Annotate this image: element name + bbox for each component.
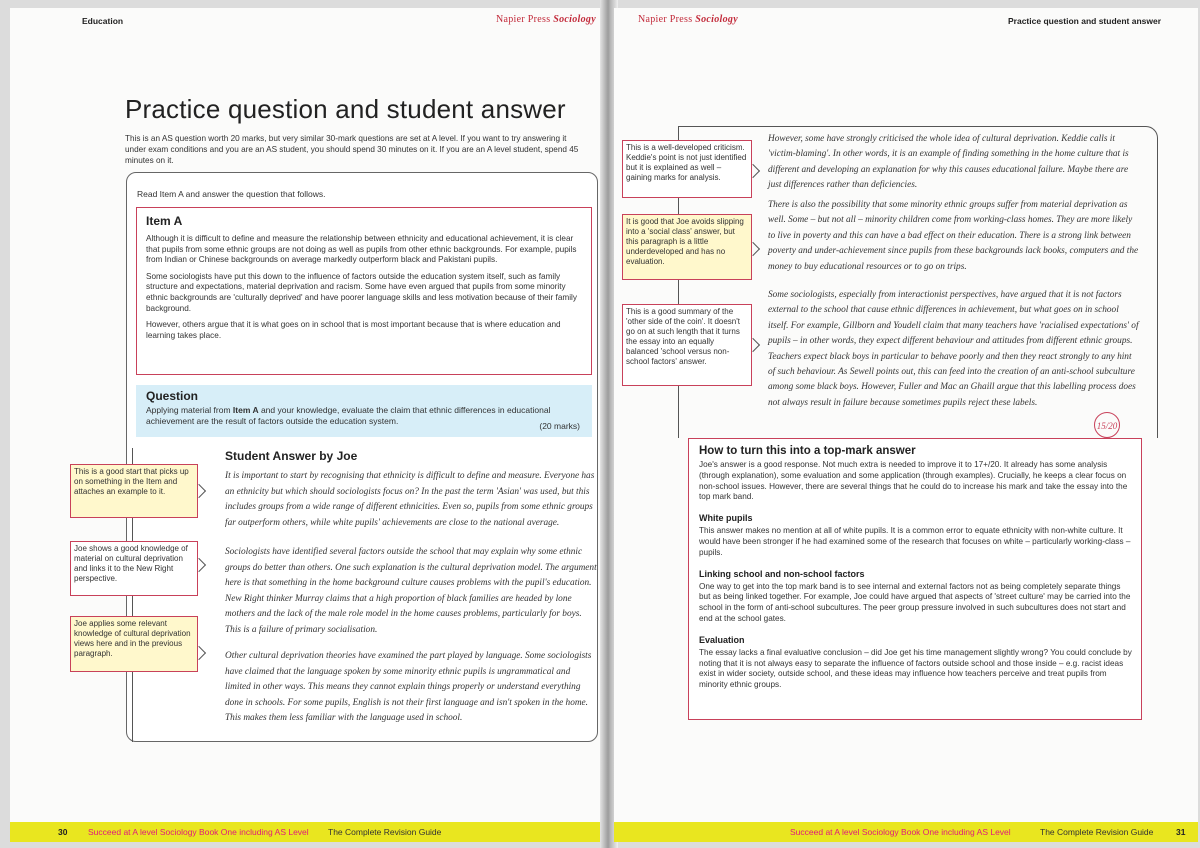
- series-title-right: Succeed at A level Sociology Book One including AS Level: [790, 827, 1011, 837]
- answer-paragraph: Some sociologists, especially from interactionist perspectives, have argued that it is not factors external to the school that cause ethnic differences in achievement, but what goes on in school itself. For example, Gillborn and Youdell claim that many teachers have 'racialised expectations' of pupils – in other words, they expect different behaviour and attitudes from different ethnic groups. Teachers expect black boys in particular to behave poorly and then they react strongly to any hint of such behaviour. As Sewell points out, this can feed into the creation of an anti-school subculture among some black boys. However, Fuller and Mac an Ghaill argue that this labelling process does not always result in failure because sometimes pupils reject these labels.: [768, 290, 1139, 408]
- item-a-box: [136, 207, 592, 375]
- item-a-paragraph: Some sociologists have put this down to the influence of factors outside the education system itself, such as family structure and expectations, material deprivation and racism. Some have even argued that pupils from some minority ethnic backgrounds are 'culturally deprived' and have poorer language skills and less motivation because of their family background.: [146, 271, 577, 313]
- section-heading-white-pupils: White pupils: [699, 513, 753, 524]
- margin-note: This is a well-developed criticism. Keddie's point is not just identified but it is explained as well – gaining marks for analysis.: [622, 140, 752, 198]
- running-head-left: Education: [82, 16, 124, 26]
- margin-note: This is a good start that picks up on something in the Item and attaches an example to it.: [70, 464, 198, 518]
- footer-band-right: [614, 822, 1198, 842]
- top-mark-intro: Joe's answer is a good response. Not much extra is needed to improve it to 17+/20. It already has some analysis (through explanation), some evaluation and some application (through examples). Crucially, he keeps a clear focus on non-school issues. However, there are several things that he could do to increase his mark and take the essay into the top mark band.: [699, 460, 1128, 502]
- top-mark-heading: How to turn this into a top-mark answer: [699, 445, 916, 457]
- section-text: This answer makes no mention at all of white pupils. It is a common error to equate ethnicity with non-white culture. It would have been stronger if he had examined some of the research that focuses on white – particularly working-class – pupils.: [699, 526, 1131, 557]
- score-mark: 15/20: [1094, 412, 1120, 438]
- right-page: [614, 8, 1198, 842]
- margin-note: This is a good summary of the 'other side of the coin'. It doesn't go on at such length that it turns the essay into an equally balanced 'school versus non-school factors' answer.: [622, 304, 752, 386]
- answer-paragraph: There is also the possibility that some minority ethnic groups suffer from material deprivation as well. Some – but not all – minority children come from working-class homes. They are more likely to live in poverty and this can have a bad effect on their education. There is a strong link between poverty and under-achievement since pupils from these backgrounds lack books, computers and the money to buy educational resources or to go on trips.: [768, 200, 1139, 272]
- page-number-right: 31: [1176, 827, 1186, 837]
- publisher-logo-left: Napier Press Sociology: [496, 14, 596, 25]
- margin-note: Joe applies some relevant knowledge of cultural deprivation views here and in the previous paragraph.: [70, 616, 198, 672]
- answer-paragraph: It is important to start by recognising that ethnicity is difficult to define and measure. Everyone has an ethnicity but which should sociologists focus on? In the past the term 'Asian' was used, but this includes groups from a wide range of different ethnicities. Even so, pupils from some ethnic groups far outperform others, while white pupils' achievements are close to the national average.: [225, 471, 595, 528]
- top-mark-box: [688, 438, 1142, 720]
- student-answer-title: Student Answer by Joe: [225, 449, 358, 463]
- item-a-paragraph: Although it is difficult to define and measure the relationship between ethnicity and educational achievement, it is clear that pupils from some ethnic groups are not doing as well as pupils from other ethnic backgrounds. For example, pupils from Indian or Chinese backgrounds on average markedly outperform black and Pakistani pupils.: [146, 234, 577, 265]
- read-instruction: Read Item A and answer the question that follows.: [137, 189, 326, 199]
- item-a-heading: Item A: [146, 214, 183, 228]
- guide-title-left: The Complete Revision Guide: [328, 827, 442, 837]
- margin-note: It is good that Joe avoids slipping into a 'social class' answer, but this paragraph is a little underdeveloped and has no evaluation.: [622, 214, 752, 280]
- running-head-right: Practice question and student answer: [1008, 16, 1162, 26]
- answer-paragraph: Sociologists have identified several factors outside the school that may explain why some ethnic groups do better than others. One such explanation is the cultural deprivation model. The argument here is that something in the home background culture causes problems with the pupil's education. New Right thinker Murray claims that a high proportion of black families are headed by lone mothers and the lack of the male role model in the home causes problems, particularly for boys. This is a failure of primary socialisation.: [225, 547, 597, 635]
- footer-band-left: [10, 822, 604, 842]
- series-title-left: Succeed at A level Sociology Book One including AS Level: [88, 827, 309, 837]
- publisher-logo-right: Napier Press Sociology: [638, 14, 738, 25]
- question-panel: [136, 385, 592, 437]
- page-title: Practice question and student answer: [125, 94, 566, 124]
- section-heading-linking-factors: Linking school and non-school factors: [699, 568, 865, 579]
- question-marks: (20 marks): [539, 421, 580, 431]
- section-heading-evaluation: Evaluation: [699, 634, 745, 645]
- section-text: One way to get into the top mark band is to see internal and external factors not as being completely separate things but as being linked together. For example, Joe could have argued that aspects of 'street culture' may be carried into the school in the form of anti-school subcultures. The peer group pressure involved in such subcultures does not start and end at the school gates.: [699, 581, 1131, 623]
- intro-text: This is an AS question worth 20 marks, but very similar 30-mark questions are set at A level. If you want to try answering it under exam conditions and you are an AS student, you should spend 30 minutes on it. If you are an A level student, spend 45 minutes on it.: [125, 134, 579, 165]
- page-number-left: 30: [58, 827, 68, 837]
- question-text: Applying material from Item A and your knowledge, evaluate the claim that ethnic differences in educational achievement are the result of factors outside the education system.: [146, 405, 551, 426]
- answer-paragraph: Other cultural deprivation theories have examined the part played by language. Some sociologists have claimed that the language spoken by some minority ethnic pupils is ungrammatical and limited in other ways. This means they cannot explain things properly or understand everything done in schools. For some pupils, English is not their first language and isn't spoken in the home. This makes them less familiar with the language used in school.: [225, 651, 592, 724]
- question-heading: Question: [146, 389, 199, 403]
- left-page: [10, 8, 604, 842]
- guide-title-right: The Complete Revision Guide: [1040, 827, 1154, 837]
- item-a-paragraph: However, others argue that it is what goes on in school that is most important because that is where education and learning takes place.: [146, 320, 561, 340]
- section-text: The essay lacks a final evaluative conclusion – did Joe get his time management slightly wrong? You could conclude by noting that it is not always easy to separate the influence of factors outside school and those inside – e.g. racist ideas exist in wider society, outside school, and these ideas may influence how teachers perceive and treat pupils from minority ethnic groups.: [699, 647, 1132, 690]
- answer-paragraph: However, some have strongly criticised the whole idea of cultural deprivation. Keddie calls it 'victim-blaming'. In other words, it is an example of finding something in the home culture that is different and developing an explanation for why this causes educational failure. Maybe there are just differences rather than deficiencies.: [768, 134, 1129, 191]
- margin-note: Joe shows a good knowledge of material on cultural deprivation and links it to the New Right perspective.: [70, 541, 198, 596]
